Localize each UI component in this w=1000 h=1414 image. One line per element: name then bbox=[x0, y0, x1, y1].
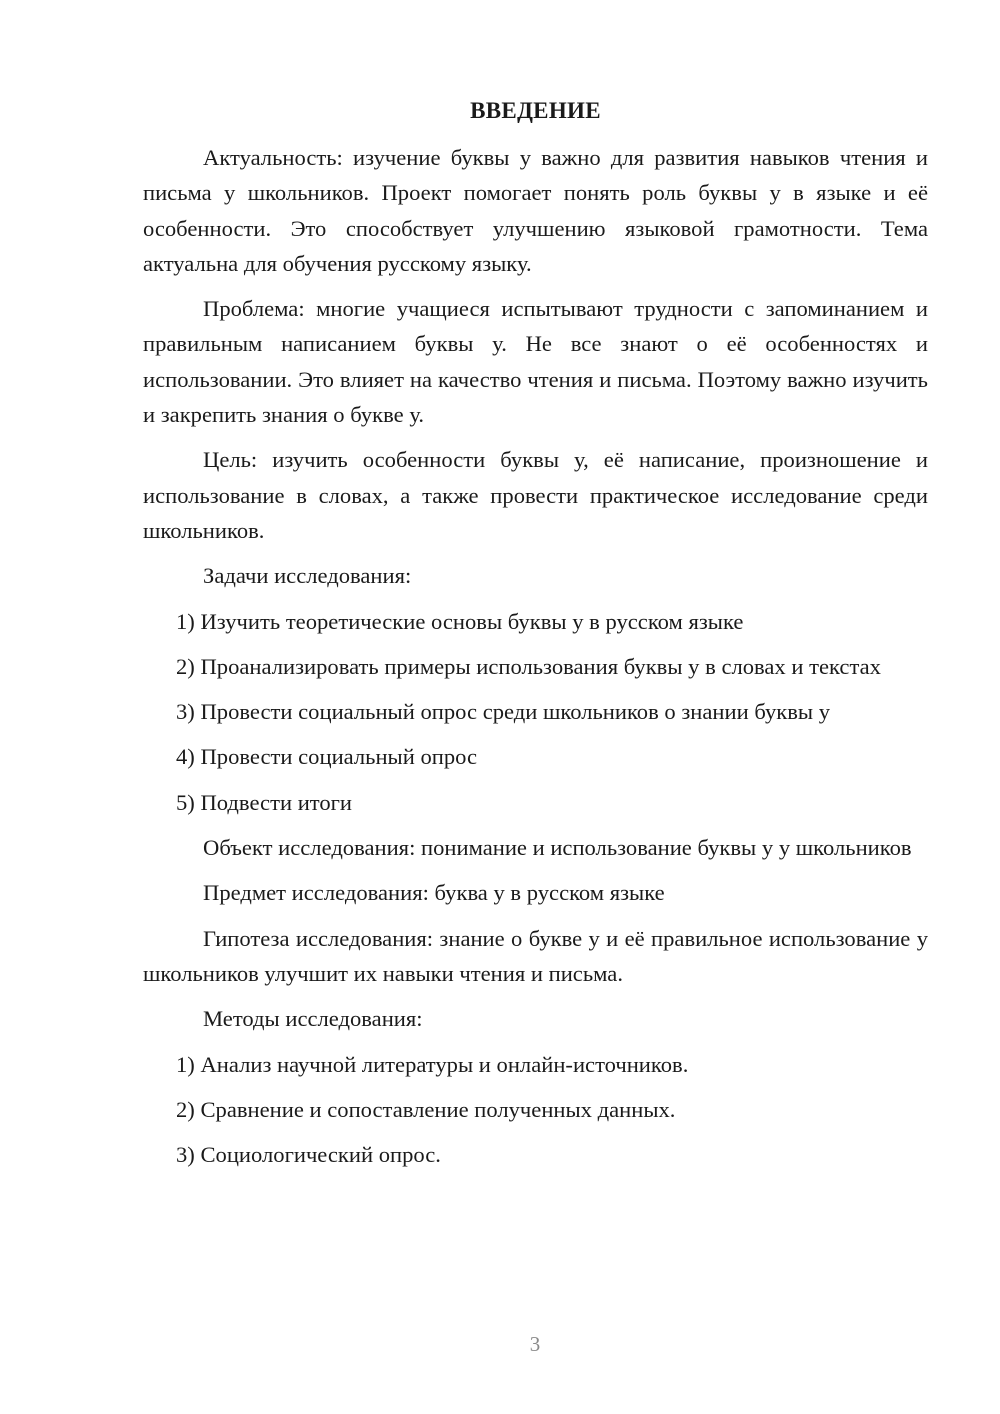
list-item: 3) Провести социальный опрос среди школьников о знании буквы у bbox=[176, 699, 831, 725]
problem-paragraph: Проблема: многие учащиеся испытывают трудности с запоминанием и правильным написанием буквы у. Не все знают о её особенностях и использовании. Это влияет на качество чтения и письма. Поэтому важно изучить и закрепить знания о букве у. bbox=[143, 296, 928, 428]
hypothesis-paragraph: Гипотеза исследования: знание о букве у и её правильное использование у школьников улучшит их навыки чтения и письма. bbox=[143, 925, 928, 986]
list-item: 1) Анализ научной литературы и онлайн-источников. bbox=[176, 1051, 689, 1077]
methods-heading: Методы исследования: bbox=[203, 1006, 423, 1032]
tasks-list bbox=[143, 604, 928, 820]
page-number: 3 bbox=[529, 1332, 541, 1356]
section-heading: ВВЕДЕНИЕ bbox=[470, 98, 601, 123]
methods-list bbox=[143, 1047, 928, 1173]
document-body bbox=[143, 140, 928, 1182]
list-item: 2) Сравнение и сопоставление полученных данных. bbox=[176, 1096, 676, 1122]
list-item: 5) Подвести итоги bbox=[176, 789, 353, 815]
list-item: 2) Проанализировать примеры использования буквы у в словах и текстах bbox=[176, 653, 881, 679]
list-item: 3) Социологический опрос. bbox=[176, 1142, 441, 1168]
goal-paragraph: Цель: изучить особенности буквы у, её написание, произношение и использование в словах, а также провести практическое исследование среди школьников. bbox=[143, 447, 928, 543]
relevance-paragraph: Актуальность: изучение буквы у важно для развития навыков чтения и письма у школьников. Проект помогает понять роль буквы у в языке и её особенности. Это способствует улучшению языковой грамотности. Тема актуальна для обучения русскому языку. bbox=[143, 145, 928, 276]
tasks-heading: Задачи исследования: bbox=[203, 563, 412, 589]
subject-paragraph: Предмет исследования: буква у в русском языке bbox=[203, 880, 665, 906]
object-paragraph: Объект исследования: понимание и использование буквы у у школьников bbox=[203, 835, 912, 861]
list-item: 1) Изучить теоретические основы буквы у в русском языке bbox=[176, 608, 744, 634]
list-item: 4) Провести социальный опрос bbox=[176, 744, 478, 770]
